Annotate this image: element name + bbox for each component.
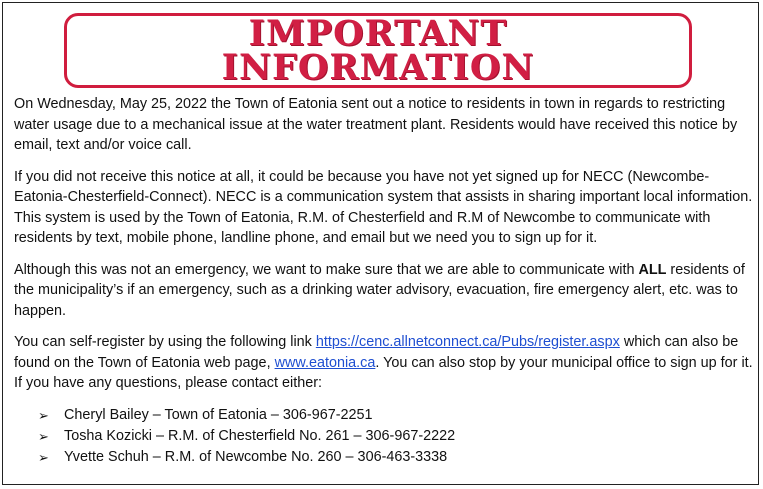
paragraph-register — [14, 332, 754, 394]
arrow-bullet-icon: ➢ — [38, 428, 49, 444]
register-text-start: You can self-register by using the following link — [14, 334, 316, 350]
arrow-bullet-icon: ➢ — [38, 407, 49, 423]
important-information-banner — [64, 13, 692, 88]
contact-text: Tosha Kozicki – R.M. of Chesterfield No. 261 – 306-967-2222 — [64, 427, 456, 444]
emphasis-all: ALL — [638, 261, 667, 278]
paragraph-emergency — [14, 260, 754, 322]
emergency-text-end: residents of the municipality’s if an emergency, such as a drinking water advisory, evacuation, fire emergency alert, etc. was to happen. — [14, 261, 745, 319]
register-link[interactable]: https://cenc.allnetconnect.ca/Pubs/register.aspx — [315, 334, 620, 350]
contact-list — [14, 405, 754, 468]
notice-body — [14, 94, 754, 468]
contact-item — [38, 405, 754, 426]
contact-item — [38, 426, 754, 447]
paragraph-water-notice: On Wednesday, May 25, 2022 the Town of Eatonia sent out a notice to residents in town in regards to restricting water usage due to a mechanical issue at the water treatment plant. Residents would have received this notice by email, text and/or voice call. — [14, 96, 738, 153]
contact-text: Cheryl Bailey – Town of Eatonia – 306-967-2251 — [64, 406, 373, 423]
emergency-text-start: Although this was not an emergency, we want to make sure that we are able to communicate with — [14, 261, 639, 278]
eatonia-website-link[interactable]: www.eatonia.ca — [274, 354, 376, 371]
paragraph-necc-signup: If you did not receive this notice at all, it could be because you have not yet signed up for NECC (Newcombe-Eatonia-Chesterfield-Connect). NECC is a communication system that assists in sharing important local information. This system is used by the Town of Eatonia, R.M. of Chesterfield and R.M of Newcombe to communicate with residents by text, mobile phone, landline phone, and email but we need you to sign up for it. — [14, 168, 753, 246]
contact-text: Yvette Schuh – R.M. of Newcombe No. 260 – 306-463-3338 — [64, 448, 448, 465]
register-text-middle: which can also be found on the Town of Eatonia web page, — [14, 334, 739, 371]
register-text-end: . You can also stop by your municipal office to sign up for it. If you have any questions, please contact either: — [14, 354, 753, 391]
contact-item — [38, 447, 754, 468]
banner-title-line-1: IMPORTANT — [248, 13, 508, 54]
arrow-bullet-icon: ➢ — [38, 449, 49, 465]
banner-title-line-2: INFORMATION — [221, 47, 535, 88]
